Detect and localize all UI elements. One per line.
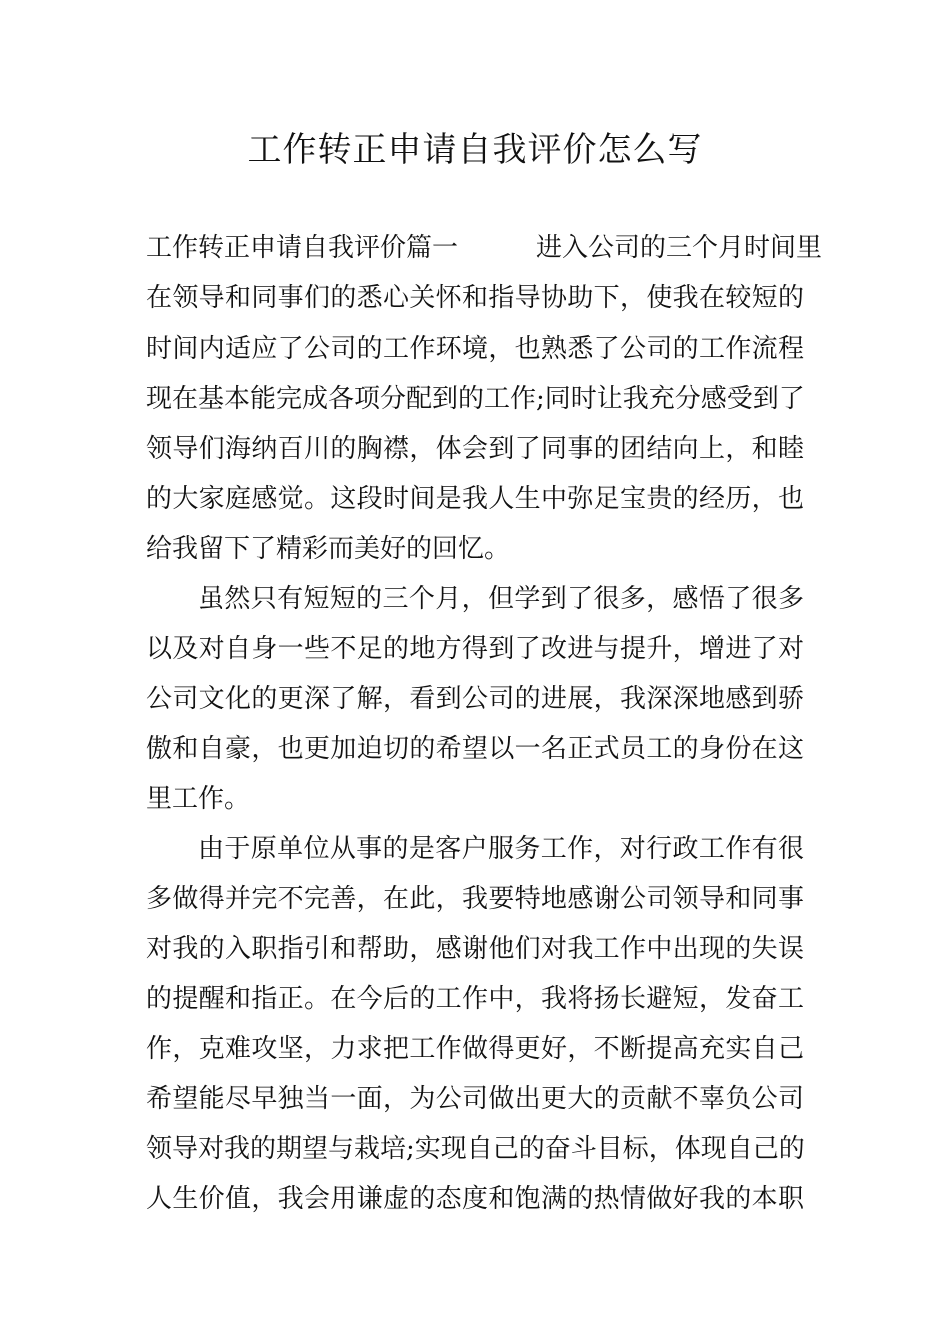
paragraph-line: 工作转正申请自我评价篇一 进入公司的三个月时间里 <box>146 233 823 263</box>
paragraph-line: 时间内适应了公司的工作环境，也熟悉了公司的工作流程 <box>146 334 804 364</box>
paragraph-line: 希望能尽早独当一面，为公司做出更大的贡献不辜负公司 <box>146 1084 804 1114</box>
paragraph-line: 由于原单位从事的是客户服务工作，对行政工作有很 <box>198 834 804 864</box>
document-title: 工作转正申请自我评价怎么写 <box>247 130 703 170</box>
paragraph-line: 的提醒和指正。在今后的工作中，我将扬长避短，发奋工 <box>146 984 804 1014</box>
paragraph-line: 领导们海纳百川的胸襟，体会到了同事的团结向上，和睦 <box>146 434 804 464</box>
paragraph-line: 多做得并完不完善，在此，我要特地感谢公司领导和同事 <box>146 884 804 914</box>
paragraph-line: 现在基本能完成各项分配到的工作;同时让我充分感受到了 <box>146 384 805 414</box>
paragraph-line: 领导对我的期望与栽培;实现自己的奋斗目标，体现自己的 <box>146 1134 805 1164</box>
paragraph-line: 的大家庭感觉。这段时间是我人生中弥足宝贵的经历，也 <box>146 484 804 514</box>
paragraph-line: 给我留下了精彩而美好的回忆。 <box>146 534 511 564</box>
paragraph-line: 对我的入职指引和帮助，感谢他们对我工作中出现的失误 <box>146 934 804 964</box>
paragraph-line: 人生价值，我会用谦虚的态度和饱满的热情做好我的本职 <box>146 1184 804 1214</box>
paragraph-line: 里工作。 <box>146 784 251 814</box>
paragraph-line: 以及对自身一些不足的地方得到了改进与提升，增进了对 <box>146 634 804 664</box>
paragraph-line: 作，克难攻坚，力求把工作做得更好，不断提高充实自己 <box>146 1034 804 1064</box>
paragraph-line: 虽然只有短短的三个月，但学到了很多，感悟了很多 <box>198 584 804 614</box>
paragraph-line: 公司文化的更深了解，看到公司的进展，我深深地感到骄 <box>146 684 804 714</box>
paragraph-line: 傲和自豪，也更加迫切的希望以一名正式员工的身份在这 <box>146 734 804 764</box>
paragraph-line: 在领导和同事们的悉心关怀和指导协助下，使我在较短的 <box>146 283 804 313</box>
